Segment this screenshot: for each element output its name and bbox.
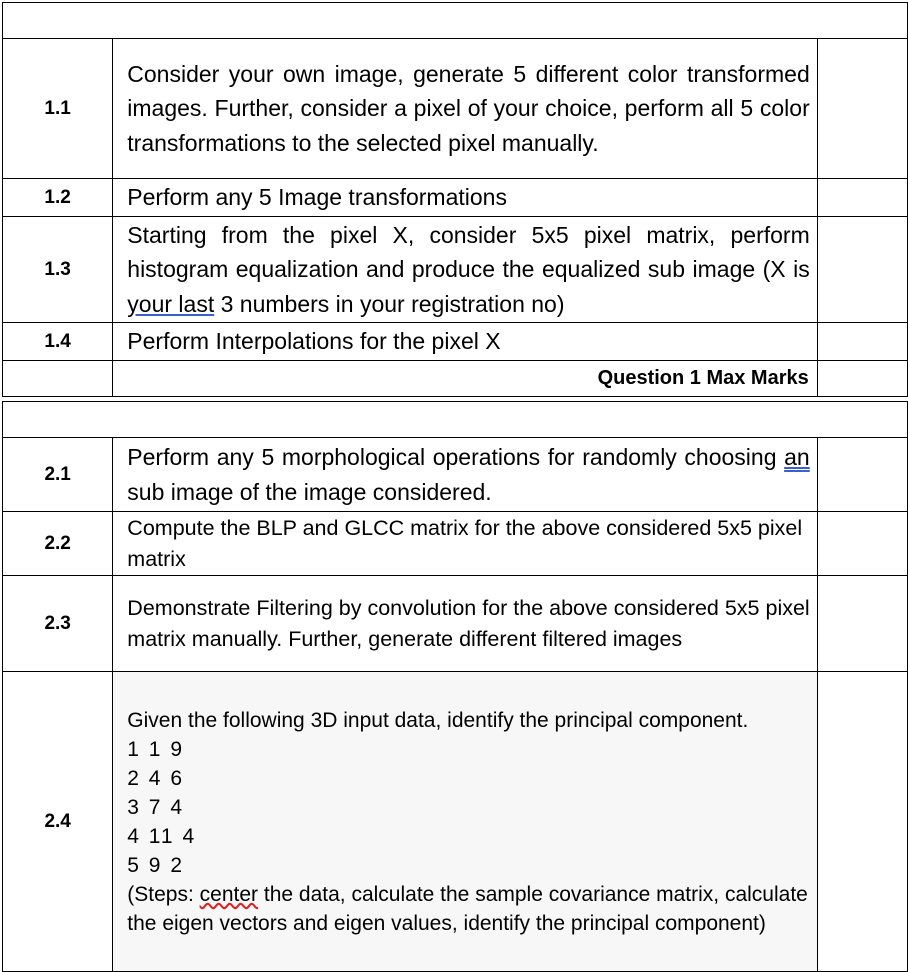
- task-text: [113, 672, 817, 972]
- task-text-part: sub image of the image considered.: [127, 478, 492, 505]
- task-text: Consider your own image, generate 5 different color transformed images. Further, consider a pixel of your choice, perform all 5 color transformations to the selected pixel manually.: [113, 39, 817, 179]
- marks-cell: [817, 39, 907, 179]
- question-2-table: [2, 401, 908, 972]
- question-1-table: [2, 2, 908, 397]
- task-text-part: 3 numbers in your registration no): [214, 290, 565, 317]
- table-row: [3, 179, 908, 217]
- marks-cell: [817, 512, 907, 576]
- table-row: [3, 217, 908, 323]
- table-row: [3, 672, 908, 972]
- task-text: Demonstrate Filtering by convolution for the above considered 5x5 pixel matrix manually. Further, generate different filtered images: [113, 576, 817, 672]
- row-number: 2.4: [3, 672, 113, 972]
- data-line: 3 7 4: [127, 795, 185, 819]
- table-row: [3, 576, 908, 672]
- blank-cell: [3, 361, 113, 397]
- q1-header-blank: [3, 3, 908, 39]
- marks-cell: [817, 672, 907, 972]
- marks-cell: [817, 323, 907, 361]
- marks-cell: [817, 438, 907, 512]
- row-number: 1.4: [3, 323, 113, 361]
- table-row: [3, 438, 908, 512]
- data-line: 1 1 9: [127, 737, 185, 761]
- task-text: Perform Interpolations for the pixel X: [113, 323, 817, 361]
- underlined-text: your last: [127, 290, 215, 317]
- row-number: 2.1: [3, 438, 113, 512]
- data-line: 5 9 2: [127, 853, 185, 877]
- marks-cell: [817, 217, 907, 323]
- row-number: 2.3: [3, 576, 113, 672]
- pca-intro: Given the following 3D input data, identify the principal component.: [127, 708, 749, 732]
- task-text: [113, 438, 817, 512]
- table-row: [3, 512, 908, 576]
- row-number: 1.2: [3, 179, 113, 217]
- data-line: 2 4 6: [127, 766, 185, 790]
- task-text: Perform any 5 Image transformations: [113, 179, 817, 217]
- task-text: [113, 217, 817, 323]
- table-row: [3, 39, 908, 179]
- spellcheck-word: center: [199, 882, 259, 906]
- marks-cell: [817, 179, 907, 217]
- row-number: 2.2: [3, 512, 113, 576]
- row-number: 1.1: [3, 39, 113, 179]
- steps-text-part: (Steps:: [127, 882, 200, 906]
- task-text-part: Starting from the pixel X, consider 5x5 pixel matrix, perform histogram equalization and produce the equalized sub image (X is: [127, 221, 810, 283]
- steps-text-part: the data, calculate the sample covariance matrix, calculate the eigen vectors and eigen values, identify the principal component): [127, 882, 808, 935]
- task-text: Compute the BLP and GLCC matrix for the above considered 5x5 pixel matrix: [113, 512, 817, 576]
- table-row: [3, 323, 908, 361]
- q2-header-blank: [3, 402, 908, 438]
- summary-row: [3, 361, 908, 397]
- underlined-text: an: [784, 444, 810, 470]
- marks-cell: [817, 576, 907, 672]
- task-text-part: Perform any 5 morphological operations for randomly choosing: [127, 444, 785, 470]
- pca-steps: [127, 880, 816, 938]
- max-marks-cell: [817, 361, 907, 397]
- data-line: 4 11 4: [127, 824, 197, 848]
- row-number: 1.3: [3, 217, 113, 323]
- max-marks-label: Question 1 Max Marks: [113, 361, 817, 397]
